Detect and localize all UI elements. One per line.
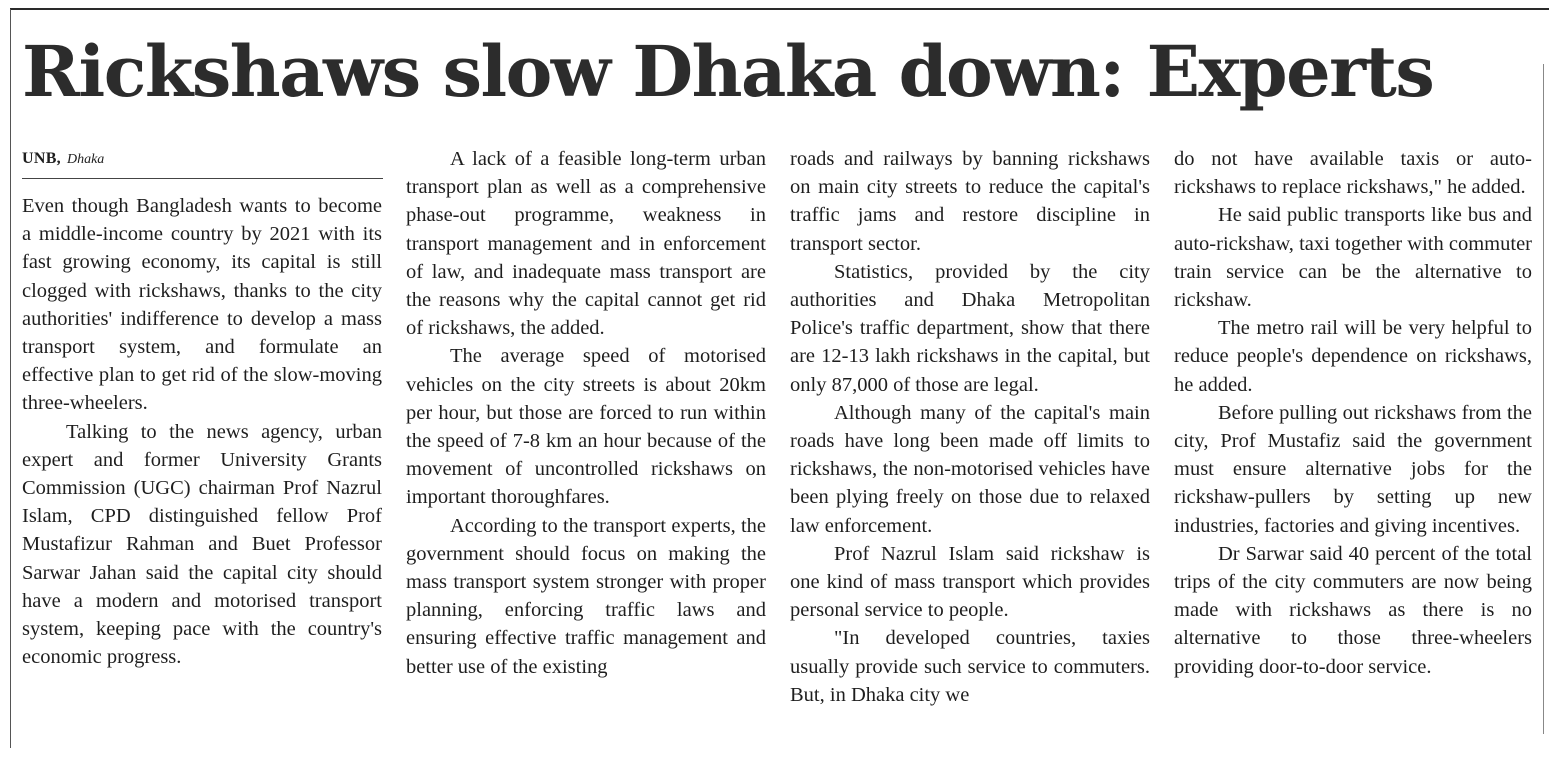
article-column-2 <box>406 145 766 681</box>
paragraph: A lack of a feasible long-term urban transport plan as well as a comprehensive phase-out programme, weakness in transport management and in enforcement of law, and inadequate mass transport are the reasons why the capital cannot get rid of rickshaws, the added. <box>406 148 766 340</box>
paragraph: roads and railways by banning rickshaws on main city streets to reduce the capital's traffic jams and restore discipline in transport sector. <box>790 148 1150 255</box>
top-rule <box>10 8 1549 10</box>
paragraph: Talking to the news agency, urban expert and former University Grants Commission (UGC) chairman Prof Nazrul Islam, CPD distinguished fellow Prof Mustafizur Rahman and Buet Professor Sarwar Jahan said the capital city should have a modern and motorised transport system, keeping pace with the country's economic progress. <box>22 420 382 669</box>
byline <box>22 149 382 170</box>
paragraph: The metro rail will be very helpful to reduce people's dependence on rickshaws, he added. <box>1174 317 1532 396</box>
article-column-4 <box>1174 145 1532 681</box>
paragraph: Even though Bangladesh wants to become a middle-income country by 2021 with its fast growing economy, its capital is still clogged with rickshaws, thanks to the city authorities' indifference to develop a mass transport system, and formulate an effective plan to get rid of the slow-moving three-wheelers. <box>22 195 382 415</box>
article-column-1 <box>22 192 382 671</box>
paragraph: According to the transport experts, the government should focus on making the mass transport system stronger with proper planning, enforcing traffic laws and ensuring effective traffic management and better use of the existing <box>406 514 766 678</box>
paragraph: do not have available taxis or auto-rickshaws to replace rickshaws," he added. <box>1174 148 1532 199</box>
paragraph: Although many of the capital's main roads have long been made off limits to rickshaws, the non-motorised vehicles have been plying freely on those due to relaxed law enforcement. <box>790 401 1150 537</box>
article-column-3 <box>790 145 1150 709</box>
paragraph: Before pulling out rickshaws from the city, Prof Mustafiz said the government must ensure alternative jobs for the rickshaw-pullers by setting up new industries, factories and giving incentives. <box>1174 401 1532 537</box>
paragraph: "In developed countries, taxies usually provide such service to commuters. But, in Dhaka city we <box>790 627 1150 706</box>
right-column-rule <box>1543 64 1544 734</box>
paragraph: Dr Sarwar said 40 percent of the total trips of the city commuters are now being made with rickshaws as there is no alternative to those three-wheelers providing door-to-door service. <box>1174 542 1532 678</box>
paragraph: Statistics, provided by the city authorities and Dhaka Metropolitan Police's traffic department, show that there are 12-13 lakh rickshaws in the capital, but only 87,000 of those are legal. <box>790 260 1150 396</box>
paragraph: He said public transports like bus and auto-rickshaw, taxi together with commuter train service can be the alternative to rickshaw. <box>1174 204 1532 312</box>
paragraph: The average speed of motorised vehicles on the city streets is about 20km per hour, but those are forced to run within the speed of 7-8 km an hour because of the movement of uncontrolled rickshaws on important thoroughfares. <box>406 345 766 509</box>
left-column-rule <box>10 9 11 748</box>
byline-agency: UNB, <box>22 150 61 167</box>
byline-place: Dhaka <box>66 152 105 167</box>
paragraph: Prof Nazrul Islam said rickshaw is one kind of mass transport which provides personal service to people. <box>790 542 1150 622</box>
byline-rule <box>22 178 383 179</box>
headline: Rickshaws slow Dhaka down: Experts <box>22 30 1434 113</box>
